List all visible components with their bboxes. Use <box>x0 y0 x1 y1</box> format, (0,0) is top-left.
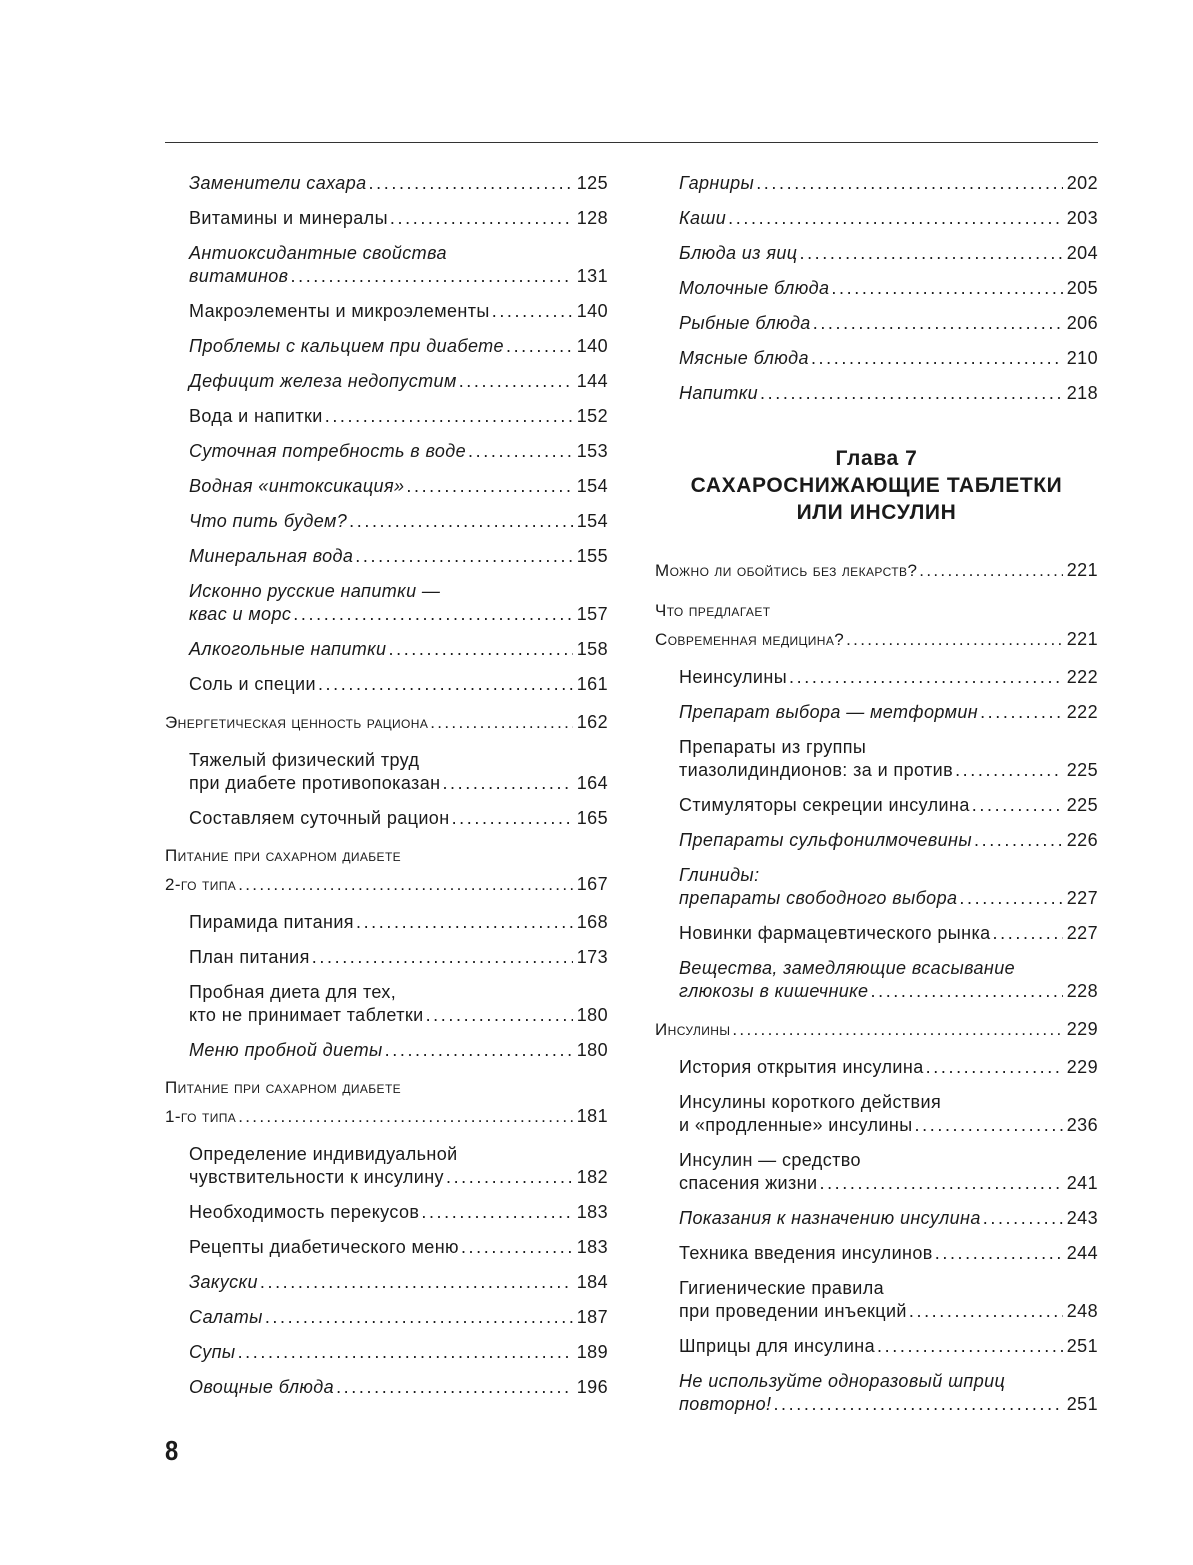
toc-entry-page: 168 <box>576 912 608 932</box>
dot-leader <box>819 1172 1062 1195</box>
dot-leader <box>993 922 1063 945</box>
toc-entry <box>165 1306 608 1329</box>
dot-leader <box>388 638 572 661</box>
toc-entry-title: Показания к назначению инсулина <box>679 1208 981 1228</box>
toc-entry-title: Исконно русские напитки — <box>189 581 441 601</box>
dot-leader <box>813 312 1063 335</box>
dot-leader <box>318 673 573 696</box>
toc-entry-title: Минеральная вода <box>189 546 354 566</box>
toc-entry-page: 222 <box>1066 702 1098 722</box>
toc-entry-title: Антиоксидантные свойства <box>189 243 447 263</box>
toc-entry <box>655 1091 1098 1137</box>
toc-entry <box>165 545 608 568</box>
toc-entry-title-continued: чувствительности к инсулину <box>189 1167 444 1187</box>
toc-entry <box>165 842 608 899</box>
dot-leader <box>461 1236 573 1259</box>
toc-entry-title: Вода и напитки <box>189 406 323 426</box>
toc-right-column <box>655 172 1098 1428</box>
dot-leader <box>846 626 1063 654</box>
toc-entry-title: Пробная диета для тех, <box>189 982 397 1002</box>
toc-entry-title: Стимуляторы секреции инсулина <box>679 795 970 815</box>
toc-entry <box>165 475 608 498</box>
toc-entry-page: 173 <box>576 947 608 967</box>
toc-entry-page: 162 <box>576 712 608 732</box>
toc-entry-page: 225 <box>1066 795 1098 815</box>
toc-entry-title: Салаты <box>189 1307 263 1327</box>
toc-entry <box>165 807 608 830</box>
toc-entry <box>165 981 608 1027</box>
dot-leader <box>336 1376 573 1399</box>
toc-entry-title-continued: глюкозы в кишечнике <box>679 981 869 1001</box>
dot-leader <box>421 1201 572 1224</box>
dot-leader <box>926 1056 1063 1079</box>
toc-entry-page: 241 <box>1066 1173 1098 1193</box>
toc-entry-title: Что предлагает <box>655 601 771 620</box>
toc-entry <box>655 794 1098 817</box>
toc-entry-page: 158 <box>576 639 608 659</box>
dot-leader <box>915 1114 1063 1137</box>
toc-entry-page: 187 <box>576 1307 608 1327</box>
toc-entry-title: Можно ли обойтись без лекарств? <box>655 561 918 580</box>
dot-leader <box>811 347 1063 370</box>
dot-leader <box>935 1242 1063 1265</box>
toc-entry <box>655 597 1098 654</box>
toc-entry-title: Новинки фармацевтического рынка <box>679 923 991 943</box>
toc-entry-page: 180 <box>576 1040 608 1060</box>
toc-left-column <box>165 172 608 1411</box>
toc-entry <box>165 911 608 934</box>
dot-leader <box>732 1016 1062 1044</box>
dot-leader <box>260 1271 573 1294</box>
dot-leader <box>789 666 1063 689</box>
toc-entry-title-continued: квас и морс <box>189 604 292 624</box>
toc-entry-page: 183 <box>576 1202 608 1222</box>
dot-leader <box>356 911 573 934</box>
toc-entry-page: 206 <box>1066 313 1098 333</box>
toc-entry <box>165 580 608 626</box>
toc-entry-title: Питание при сахарном диабете <box>165 846 402 865</box>
toc-entry <box>655 701 1098 724</box>
toc-entry-page: 227 <box>1066 888 1098 908</box>
toc-entry-title: Шприцы для инсулина <box>679 1336 876 1356</box>
dot-leader <box>452 807 573 830</box>
dot-leader <box>980 701 1063 724</box>
toc-entry-title: История открытия инсулина <box>679 1057 924 1077</box>
toc-entry <box>165 673 608 696</box>
toc-entry-page: 154 <box>576 511 608 531</box>
toc-entry-title: Блюда из яиц <box>679 243 798 263</box>
toc-entry-page: 203 <box>1066 208 1098 228</box>
toc-entry-title: Соль и специи <box>189 674 316 694</box>
dot-leader <box>426 1004 573 1027</box>
dot-leader <box>756 172 1063 195</box>
dot-leader <box>349 510 573 533</box>
toc-entry-title: Вещества, замедляющие всасывание <box>679 958 1016 978</box>
toc-entry <box>165 1039 608 1062</box>
toc-entry-title: Дефицит железа недопустим <box>189 371 457 391</box>
toc-entry <box>655 1277 1098 1323</box>
toc-entry-page: 165 <box>576 808 608 828</box>
chapter-title-line2: ИЛИ ИНСУЛИН <box>796 501 957 524</box>
toc-entry <box>165 1341 608 1364</box>
chapter-label: Глава 7 <box>835 447 918 470</box>
dot-leader <box>312 946 573 969</box>
dot-leader <box>506 335 573 358</box>
toc-entry-page: 164 <box>576 773 608 793</box>
toc-entry-page: 131 <box>576 266 608 286</box>
dot-leader <box>406 475 572 498</box>
toc-entry <box>165 1271 608 1294</box>
toc-entry-page: 222 <box>1066 667 1098 687</box>
toc-entry-page: 184 <box>576 1272 608 1292</box>
dot-leader <box>290 265 572 288</box>
chapter-title-line1: САХАРОСНИЖАЮЩИЕ ТАБЛЕТКИ <box>690 474 1063 497</box>
toc-entry <box>655 1015 1098 1044</box>
dot-leader <box>238 1103 573 1131</box>
toc-entry-title: План питания <box>189 947 310 967</box>
toc-entry <box>165 1074 608 1131</box>
toc-entry-page: 236 <box>1066 1115 1098 1135</box>
toc-entry <box>165 300 608 323</box>
toc-entry-title-continued: кто не принимает таблетки <box>189 1005 424 1025</box>
dot-leader <box>955 759 1063 782</box>
dot-leader <box>293 603 572 626</box>
dot-leader <box>877 1335 1063 1358</box>
toc-entry <box>655 957 1098 1003</box>
toc-entry <box>655 829 1098 852</box>
toc-entry-title: Составляем суточный рацион <box>189 808 450 828</box>
toc-entry <box>165 1376 608 1399</box>
toc-entry <box>655 864 1098 910</box>
toc-entry-page: 251 <box>1066 1336 1098 1356</box>
toc-entry <box>165 1236 608 1259</box>
toc-entry-page: 248 <box>1066 1301 1098 1321</box>
toc-entry <box>165 370 608 393</box>
dot-leader <box>983 1207 1063 1230</box>
toc-entry-page: 161 <box>576 674 608 694</box>
toc-entry-page: 225 <box>1066 760 1098 780</box>
toc-entry-page: 154 <box>576 476 608 496</box>
toc-entry-title: Техника введения инсулинов <box>679 1243 933 1263</box>
toc-entry <box>165 335 608 358</box>
dot-leader <box>959 887 1062 910</box>
toc-entry-page: 243 <box>1066 1208 1098 1228</box>
dot-leader <box>238 1341 573 1364</box>
toc-entry-title: Рецепты диабетического меню <box>189 1237 459 1257</box>
toc-entry <box>655 1370 1098 1416</box>
page-number: 8 <box>165 1435 179 1466</box>
toc-entry-page: 180 <box>576 1005 608 1025</box>
dot-leader <box>459 370 573 393</box>
toc-entry-title-continued: витаминов <box>189 266 289 286</box>
dot-leader <box>972 794 1063 817</box>
toc-entry <box>655 172 1098 195</box>
dot-leader <box>919 557 1062 585</box>
toc-entry-title: Препарат выбора — метформин <box>679 702 979 722</box>
toc-entry-page: 153 <box>576 441 608 461</box>
toc-right-top-list <box>655 172 1098 405</box>
toc-entry-title-continued: и «продленные» инсулины <box>679 1115 913 1135</box>
toc-entry-title-continued: спасения жизни <box>679 1173 818 1193</box>
toc-entry-title: Неинсулины <box>679 667 788 687</box>
toc-entry <box>165 207 608 230</box>
toc-entry-title-continued: препараты свободного выбора <box>679 888 958 908</box>
dot-leader <box>468 440 573 463</box>
toc-entry-page: 128 <box>576 208 608 228</box>
dot-leader <box>355 545 573 568</box>
toc-entry-page: 155 <box>576 546 608 566</box>
toc-entry <box>165 749 608 795</box>
dot-leader <box>430 709 573 737</box>
toc-entry-title: Питание при сахарном диабете <box>165 1078 402 1097</box>
toc-entry <box>655 922 1098 945</box>
toc-entry <box>655 1207 1098 1230</box>
toc-entry-title: Алкогольные напитки <box>189 639 387 659</box>
toc-entry <box>165 708 608 737</box>
toc-entry <box>655 207 1098 230</box>
toc-entry-title: Инсулин — средство <box>679 1150 861 1170</box>
toc-entry <box>165 1143 608 1189</box>
toc-entry-page: 227 <box>1066 923 1098 943</box>
toc-entry-title: Витамины и минералы <box>189 208 388 228</box>
toc-entry-title: Что пить будем? <box>189 511 348 531</box>
toc-entry-page: 226 <box>1066 830 1098 850</box>
toc-entry <box>165 1201 608 1224</box>
dot-leader <box>909 1300 1063 1323</box>
toc-entry-page: 157 <box>576 604 608 624</box>
toc-entry-title: Макроэлементы и микроэлементы <box>189 301 490 321</box>
toc-entry-title-continued: Современная медицина? <box>655 630 845 649</box>
header-rule <box>165 142 1098 143</box>
toc-entry-page: 210 <box>1066 348 1098 368</box>
toc-entry-title: Гигиенические правила <box>679 1278 885 1298</box>
toc-entry-page: 221 <box>1066 629 1098 649</box>
toc-entry-page: 144 <box>576 371 608 391</box>
toc-entry-page: 182 <box>576 1167 608 1187</box>
toc-entry <box>165 946 608 969</box>
toc-entry <box>655 736 1098 782</box>
toc-entry <box>165 405 608 428</box>
toc-entry-title: Глиниды: <box>679 865 760 885</box>
toc-entry-title: Каши <box>679 208 727 228</box>
dot-leader <box>265 1306 573 1329</box>
dot-leader <box>442 772 572 795</box>
toc-entry-page: 221 <box>1066 560 1098 580</box>
toc-entry-page: 125 <box>576 173 608 193</box>
toc-entry-title: Энергетическая ценность рациона <box>165 713 429 732</box>
toc-entry-title-continued: при проведении инъекций <box>679 1301 907 1321</box>
toc-entry <box>655 1335 1098 1358</box>
toc-entry-page: 228 <box>1066 981 1098 1001</box>
dot-leader <box>773 1393 1062 1416</box>
toc-entry-title-continued: 2-го типа <box>165 875 237 894</box>
toc-entry-title: Препараты сульфонилмочевины <box>679 830 972 850</box>
toc-entry-title: Инсулины короткого действия <box>679 1092 942 1112</box>
chapter-heading <box>655 445 1098 526</box>
toc-entry-page: 244 <box>1066 1243 1098 1263</box>
dot-leader <box>446 1166 573 1189</box>
toc-entry <box>165 172 608 195</box>
toc-entry-page: 189 <box>576 1342 608 1362</box>
toc-entry <box>655 312 1098 335</box>
toc-entry-page: 196 <box>576 1377 608 1397</box>
toc-entry-page: 152 <box>576 406 608 426</box>
toc-entry <box>655 277 1098 300</box>
toc-entry <box>655 382 1098 405</box>
toc-entry <box>655 666 1098 689</box>
toc-entry-title: Гарниры <box>679 173 755 193</box>
toc-entry <box>165 510 608 533</box>
toc-entry-title-continued: при диабете противопоказан <box>189 773 441 793</box>
toc-entry-title: Суточная потребность в воде <box>189 441 467 461</box>
dot-leader <box>390 207 573 230</box>
toc-entry-page: 167 <box>576 874 608 894</box>
toc-entry <box>655 556 1098 585</box>
toc-entry-title: Мясные блюда <box>679 348 809 368</box>
toc-entry-page: 204 <box>1066 243 1098 263</box>
toc-entry-title-continued: тиазолидиндионов: за и против <box>679 760 954 780</box>
dot-leader <box>831 277 1062 300</box>
toc-entry-title: Молочные блюда <box>679 278 830 298</box>
toc-entry <box>655 1242 1098 1265</box>
dot-leader <box>325 405 573 428</box>
dot-leader <box>369 172 573 195</box>
dot-leader <box>799 242 1062 265</box>
toc-entry-page: 229 <box>1066 1057 1098 1077</box>
toc-entry-title: Препараты из группы <box>679 737 867 757</box>
toc-entry-page: 202 <box>1066 173 1098 193</box>
toc-entry-title: Необходимость перекусов <box>189 1202 420 1222</box>
toc-entry-page: 140 <box>576 336 608 356</box>
toc-entry <box>165 440 608 463</box>
dot-leader <box>760 382 1063 405</box>
toc-entry-page: 218 <box>1066 383 1098 403</box>
toc-entry-title: Рыбные блюда <box>679 313 811 333</box>
dot-leader <box>870 980 1062 1003</box>
dot-leader <box>238 871 573 899</box>
toc-entry <box>655 242 1098 265</box>
toc-entry-title: Заменители сахара <box>189 173 367 193</box>
toc-entry-title: Не используйте одноразовый шприц <box>679 1371 1006 1391</box>
toc-entry-title: Напитки <box>679 383 759 403</box>
toc-entry <box>655 1056 1098 1079</box>
toc-entry-title: Меню пробной диеты <box>189 1040 383 1060</box>
toc-entry-title: Проблемы с кальцием при диабете <box>189 336 504 356</box>
toc-entry-title: Водная «интоксикация» <box>189 476 405 496</box>
toc-entry-title-continued: 1-го типа <box>165 1107 237 1126</box>
toc-entry <box>165 638 608 661</box>
dot-leader <box>492 300 573 323</box>
toc-entry-title: Супы <box>189 1342 236 1362</box>
toc-entry-title: Инсулины <box>655 1020 731 1039</box>
toc-entry-title-continued: повторно! <box>679 1394 772 1414</box>
toc-entry-page: 251 <box>1066 1394 1098 1414</box>
toc-entry-page: 181 <box>576 1106 608 1126</box>
toc-right-bottom-list <box>655 556 1098 1416</box>
toc-entry <box>655 347 1098 370</box>
toc-entry-page: 140 <box>576 301 608 321</box>
dot-leader <box>974 829 1063 852</box>
dot-leader <box>385 1039 573 1062</box>
toc-entry-page: 205 <box>1066 278 1098 298</box>
dot-leader <box>728 207 1063 230</box>
toc-entry <box>165 242 608 288</box>
toc-entry-page: 183 <box>576 1237 608 1257</box>
toc-entry-title: Овощные блюда <box>189 1377 335 1397</box>
toc-entry-title: Определение индивидуальной <box>189 1144 458 1164</box>
toc-entry-title: Пирамида питания <box>189 912 354 932</box>
toc-entry-page: 229 <box>1066 1019 1098 1039</box>
toc-entry-title: Закуски <box>189 1272 258 1292</box>
toc-entry-title: Тяжелый физический труд <box>189 750 420 770</box>
toc-entry <box>655 1149 1098 1195</box>
